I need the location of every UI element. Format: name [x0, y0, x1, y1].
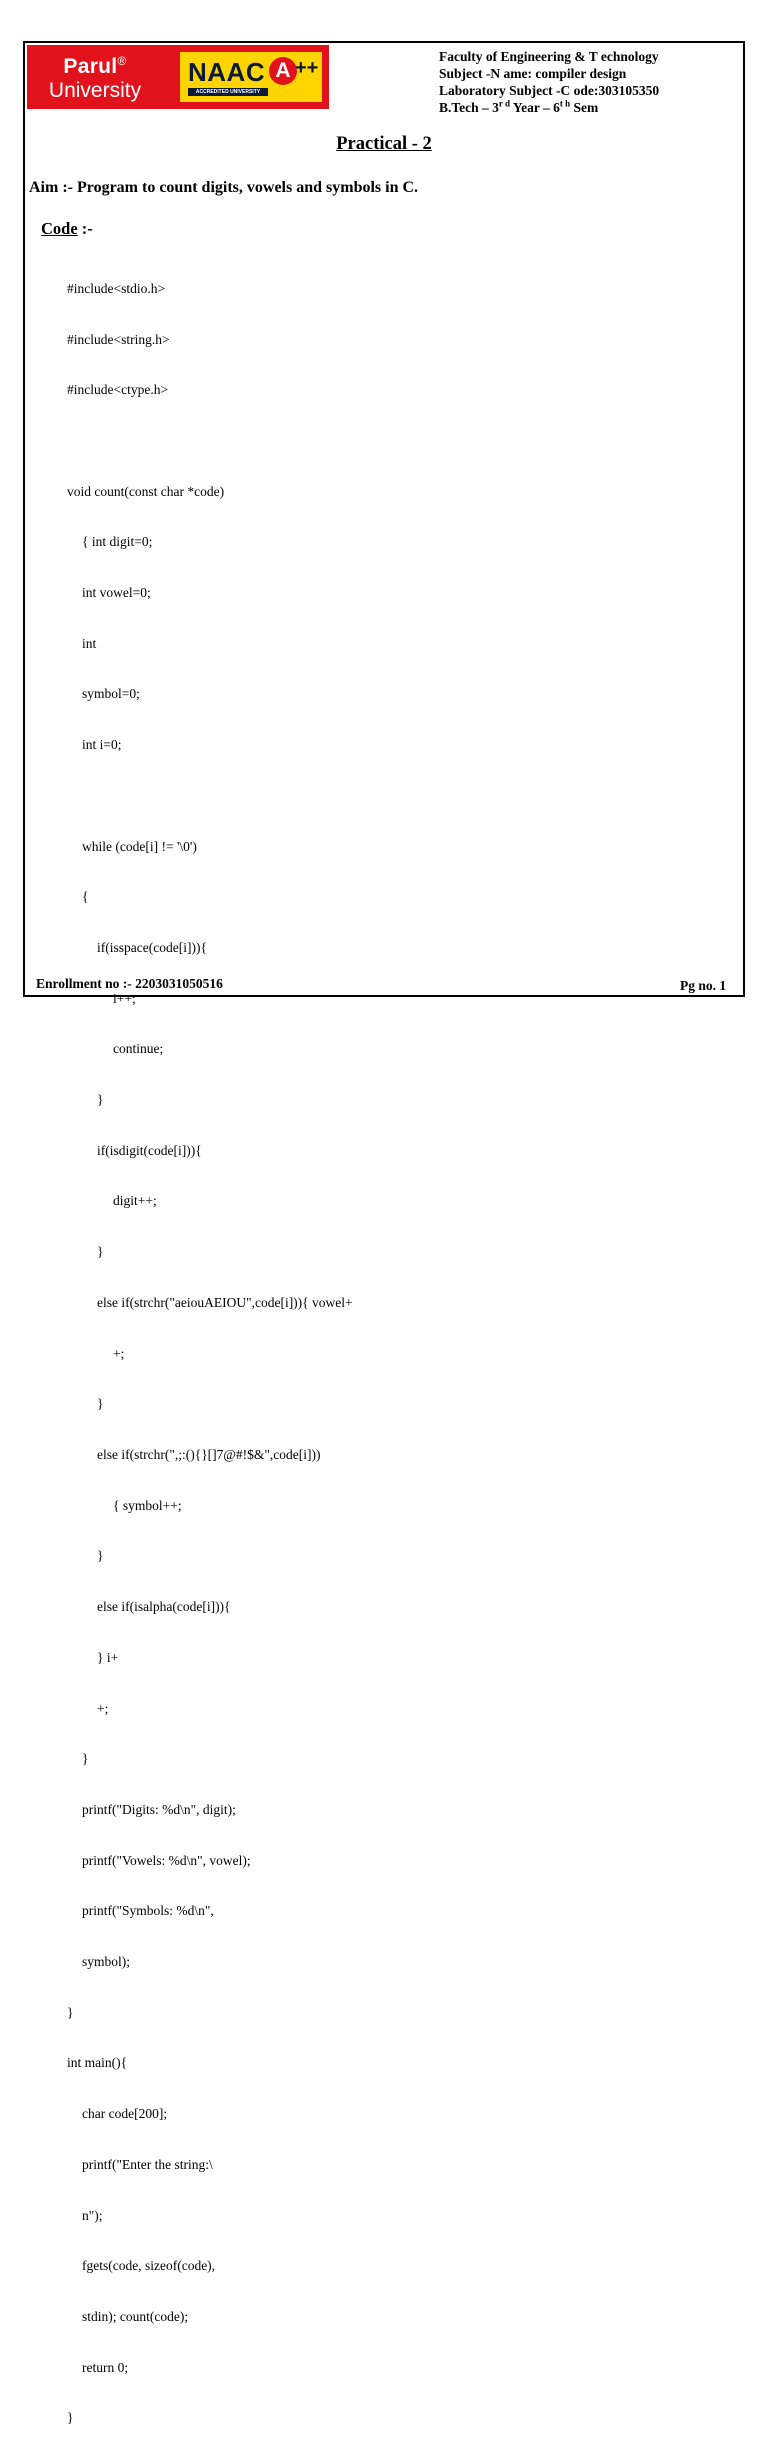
- code-line: n");: [82, 2207, 103, 2223]
- course-year-superscript: r d: [498, 98, 510, 109]
- faculty-line: Faculty of Engineering & T echnology: [439, 49, 659, 64]
- code-heading-suffix: :-: [77, 219, 93, 238]
- code-line: continue;: [113, 1041, 164, 1057]
- code-line: +;: [97, 1700, 109, 1716]
- code-line: int i=0;: [82, 737, 122, 753]
- code-line: printf("Enter the string:\: [82, 2156, 213, 2172]
- code-line: void count(const char *code): [67, 483, 225, 499]
- code-line: while (code[i] != '\0'): [82, 838, 197, 854]
- code-line: if(isdigit(code[i])){: [97, 1142, 202, 1158]
- naac-text: NAAC: [188, 57, 266, 87]
- naac-badge: [180, 52, 322, 102]
- code-line: }: [97, 1244, 104, 1260]
- university-word: University: [48, 79, 142, 102]
- code-line: char code[200];: [82, 2106, 168, 2122]
- code-line: int vowel=0;: [82, 585, 151, 601]
- code-line: printf("Symbols: %d\n",: [82, 1903, 214, 1919]
- code-block: [0, 247, 353, 2444]
- code-line: { symbol++;: [113, 1497, 182, 1513]
- code-line: if(isspace(code[i])){: [97, 939, 207, 955]
- header-info: [439, 48, 659, 116]
- naac-grade-plus: ++: [295, 57, 319, 79]
- code-line: fgets(code, sizeof(code),: [82, 2258, 216, 2274]
- naac-subtitle: ACCREDITED UNIVERSITY: [188, 88, 268, 96]
- code-line: else if(strchr(",;:(){}[]7@#!$&",code[i])): [97, 1446, 321, 1462]
- code-line: } i+: [97, 1649, 119, 1665]
- course-suffix: Sem: [570, 100, 599, 115]
- code-line: #include<stdio.h>: [67, 280, 166, 296]
- enrollment-number: Enrollment no :- 2203031050516: [36, 976, 223, 991]
- code-line: #include<string.h>: [67, 331, 170, 347]
- code-line: printf("Digits: %d\n", digit);: [82, 1801, 236, 1817]
- university-logo: [27, 45, 329, 109]
- subject-code-line: Laboratory Subject -C ode:303105350: [439, 83, 660, 98]
- code-line: }: [82, 1751, 89, 1767]
- code-line: }: [67, 2004, 74, 2020]
- naac-grade-circle: A: [269, 57, 297, 85]
- code-line: #include<ctype.h>: [67, 382, 169, 398]
- code-line: else if(strchr("aeiouAEIOU",code[i])){ vowel+: [97, 1294, 353, 1310]
- code-line: symbol=0;: [82, 686, 140, 702]
- course-line: [439, 99, 659, 116]
- code-line: digit++;: [113, 1193, 157, 1209]
- code-line: else if(isalpha(code[i])){: [97, 1599, 231, 1615]
- code-line: }: [97, 1396, 104, 1412]
- code-line: int: [82, 635, 97, 651]
- practical-title: Practical - 2: [336, 134, 432, 154]
- code-line: }: [67, 2410, 74, 2426]
- code-line: printf("Vowels: %d\n", vowel);: [82, 1852, 251, 1868]
- subject-name-line: Subject -N ame: compiler design: [439, 66, 627, 81]
- aim-statement: Aim :- Program to count digits, vowels and symbols in C.: [29, 179, 419, 196]
- code-line: int main(){: [67, 2055, 128, 2071]
- parul-name: [35, 55, 155, 77]
- code-line: +;: [113, 1345, 125, 1361]
- course-sem-superscript: t h: [559, 98, 571, 109]
- code-heading-label: Code: [41, 219, 78, 238]
- code-line: [82, 788, 338, 805]
- code-line: i++;: [113, 990, 136, 1006]
- code-line: {: [82, 889, 89, 905]
- registered-mark: ®: [117, 54, 127, 68]
- course-mid: Year – 6: [509, 100, 560, 115]
- code-line: }: [97, 1092, 104, 1108]
- code-line: [67, 433, 323, 450]
- parul-name-text: Parul: [63, 55, 118, 78]
- code-line: { int digit=0;: [82, 534, 153, 550]
- code-line: }: [97, 1548, 104, 1564]
- code-heading: [41, 219, 93, 239]
- code-line: symbol);: [82, 1954, 131, 1970]
- parul-university-logo: [35, 55, 155, 101]
- page-number: Pg no. 1: [680, 978, 727, 993]
- code-line: return 0;: [82, 2359, 129, 2375]
- code-line: stdin); count(code);: [82, 2308, 189, 2324]
- course-prefix: B.Tech – 3: [439, 100, 499, 115]
